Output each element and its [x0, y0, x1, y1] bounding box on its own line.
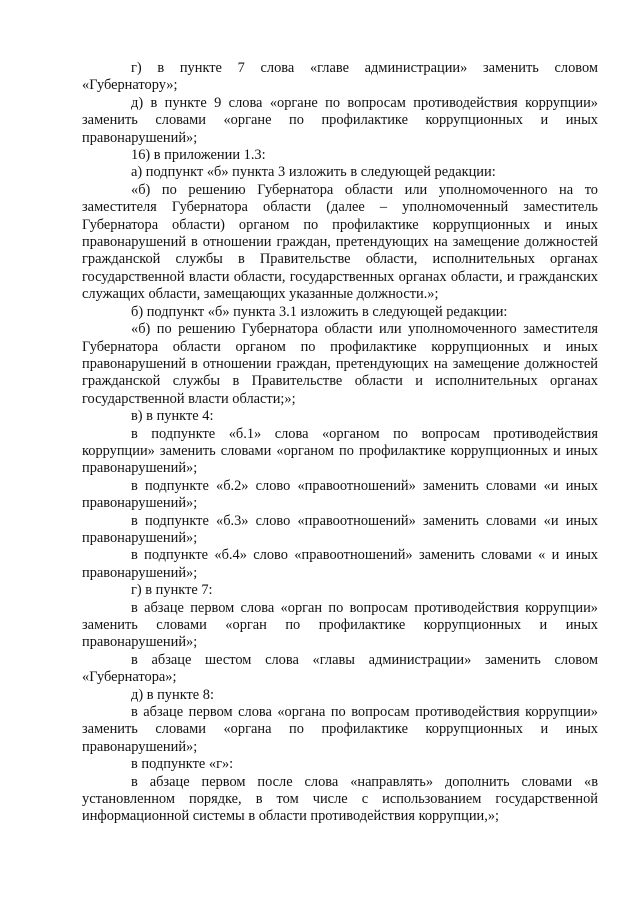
paragraph-napravlyat: в абзаце первом после слова «направлять» дополнить словами «в установленном порядке, в том числе с использованием государственной информационной системы в области противодействия коррупции,»;: [82, 773, 598, 825]
paragraph-b2: в подпункте «б.2» слово «правоотношений» заменить словами «и иных правонарушений»;: [82, 477, 598, 512]
paragraph-16-appendix: 16) в приложении 1.3:: [131, 147, 266, 164]
paragraph-subitem-g: в подпункте «г»:: [131, 756, 234, 773]
paragraph-v-item-4: в) в пункте 4:: [131, 408, 214, 425]
paragraph-quote-b-3: «б) по решению Губернатора области или уполномоченного на то заместителя Губернатора области (далее – уполномоченный заместитель Губернатора области) органом по профилактике коррупционных и иных правонарушений в отношении граждан, претендующих на замещение должностей гражданской службы в Правительстве области, исполнительных органах государственной власти области, государственных органах области, и гражданских служащих области, замещающих указанные должности.»;: [82, 181, 598, 303]
paragraph-first-abzac: в абзаце первом слова «орган по вопросам противодействия коррупции» заменить словами «орган по профилактике коррупционных и иных правонарушений»;: [82, 599, 598, 651]
paragraph-g-item-7b: г) в пункте 7:: [131, 582, 213, 599]
paragraph-b4: в подпункте «б.4» слово «правоотношений» заменить словами « и иных правонарушений»;: [82, 547, 598, 581]
paragraph-d-item-8: д) в пункте 8:: [131, 686, 214, 703]
paragraph-b-subitem: б) подпункт «б» пункта 3.1 изложить в следующей редакции:: [131, 303, 508, 320]
paragraph-g-item-7: г) в пункте 7 слова «главе администрации» заменить словом «Губернатору»;: [82, 60, 598, 94]
paragraph-first-abzac-8: в абзаце первом слова «органа по вопросам противодействия коррупции» заменить словами «органа по профилактике коррупционных и иных правонарушений»;: [82, 704, 598, 755]
paragraph-quote-b-3-1: «б) по решению Губернатора области или уполномоченного заместителя Губернатора области органом по профилактике коррупционных и иных правонарушений в отношении граждан, претендующих на замещение должностей гражданской службы в Правительстве области и исполнительных органах государственной власти области;»;: [82, 321, 598, 407]
paragraph-a-subitem: а) подпункт «б» пункта 3 изложить в следующей редакции:: [131, 164, 496, 181]
paragraph-sixth-abzac: в абзаце шестом слова «главы администрации» заменить словом «Губернатора»;: [82, 651, 598, 686]
paragraph-b1: в подпункте «б.1» слова «органом по вопросам противодействия коррупции» заменить словами «органом по профилактике коррупционных и иных правонарушений»;: [82, 425, 598, 477]
paragraph-b3: в подпункте «б.3» слово «правоотношений» заменить словами «и иных правонарушений»;: [82, 512, 598, 546]
paragraph-d-item-9: д) в пункте 9 слова «органе по вопросам противодействия коррупции» заменить словами «органе по профилактике коррупционных и иных правонарушений»;: [82, 94, 598, 146]
